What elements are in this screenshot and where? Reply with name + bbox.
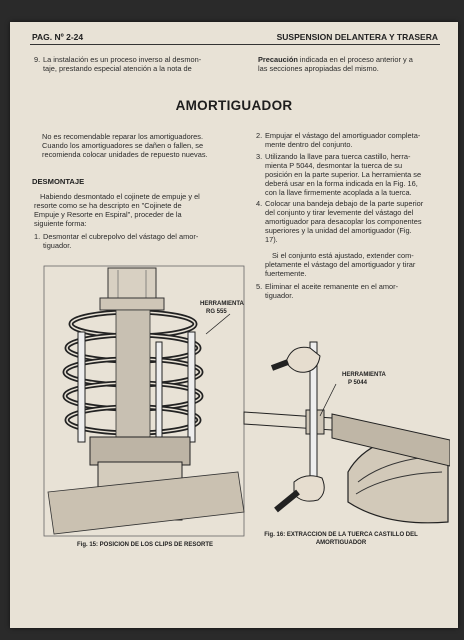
step-4-note-line: fuertemente.: [265, 269, 307, 279]
chapter-title: SUSPENSION DELANTERA Y TRASERA: [276, 32, 438, 42]
step-5-line: tiguador.: [265, 291, 294, 301]
step-1-line-1: Desmontar el cubrepolvo del vástago del amor-: [43, 232, 199, 241]
step-4-line: Colocar una bandeja debajo de la parte superior: [265, 199, 424, 208]
step-5-line: Eliminar el aceite remanente en el amor-: [265, 282, 399, 291]
fig16-tool-code: P 5044: [348, 380, 367, 386]
step-3-number: 3.: [256, 152, 263, 161]
precaution-line-2: las secciones apropiadas del mismo.: [258, 64, 379, 74]
step-3-line: Utilizando la llave para tuerca castillo, herra-: [265, 152, 411, 161]
desmontaje-line: Habiendo desmontado el cojinete de empuje y el: [40, 192, 200, 201]
fig15-caption: Fig. 15: POSICION DE LOS CLIPS DE RESORTE: [76, 542, 214, 548]
step-2-number: 2.: [256, 131, 263, 140]
step-9-line-2: taje, prestando especial atención a la nota de: [43, 64, 192, 74]
step-3: [256, 152, 448, 197]
fig15-spring-clips-illustration: [38, 262, 248, 540]
desmontaje-line: Empuje y Resorte en Espiral", proceder de la: [34, 210, 182, 220]
precaution-label: Precaución: [258, 55, 298, 64]
precaution-line-1: indicada en el proceso anterior y a: [297, 55, 413, 64]
page-number: PAG. Nº 2-24: [32, 32, 84, 42]
step-4-line: 17).: [265, 235, 278, 245]
step-1-line-2: tiguador.: [43, 241, 72, 251]
step-4-note-line: pletamente el vástago del amortiguador y tirar: [265, 260, 416, 270]
step-4-line: del conjunto y tirar levemente del vástago del: [265, 208, 414, 218]
step-1: [34, 232, 244, 250]
step-4-number: 4.: [256, 199, 263, 208]
step-3-line: mienta P 5044, desmontar la tuerca de su: [265, 161, 403, 171]
desmontaje-line: resorte como se ha descripto en "Cojinete de: [34, 201, 182, 211]
intro-line: Cuando los amortiguadores se dañen o fallen, se: [42, 141, 204, 151]
intro-line: No es recomendable reparar los amortiguadores.: [42, 132, 204, 141]
step-9-number: 9.: [34, 55, 41, 64]
step-3-line: posición en la parte superior. La herramienta se: [265, 170, 422, 180]
fig16-tool-label: HERRAMIENTA: [342, 372, 386, 378]
fig15-tool-label: HERRAMIENTA: [200, 301, 244, 307]
step-5-number: 5.: [256, 282, 263, 291]
fig16-caption-line-2: AMORTIGUADOR: [315, 539, 367, 546]
desmontaje-paragraph: [34, 192, 244, 228]
step-5: [256, 282, 448, 300]
desmontaje-heading: DESMONTAJE: [32, 177, 85, 186]
header-rule: [30, 44, 440, 45]
desmontaje-line: siguiente forma:: [34, 219, 87, 229]
step-3-line: deberá usar en la forma indicada en la Fig. 16,: [265, 179, 418, 189]
fig16-caption: [246, 532, 436, 547]
step-4-line: superiores y la unidad del amortiguador (Fig.: [265, 226, 412, 236]
step-4-note-line: Si el conjunto está ajustado, extender com-: [272, 251, 414, 260]
step-2-line: mente dentro del conjunto.: [265, 140, 353, 150]
intro-paragraph: [42, 132, 242, 159]
step-9-line-1: La instalación es un proceso inverso al desmon-: [43, 55, 202, 64]
step-4: [256, 199, 448, 244]
step-9: [34, 55, 234, 73]
manual-page: [10, 22, 458, 628]
step-1-number: 1.: [34, 232, 41, 241]
section-title: AMORTIGUADOR: [175, 98, 293, 113]
precaution-note: [258, 55, 448, 73]
step-4-line: amortiguador para desacoplar los componentes: [265, 217, 422, 227]
fig16-nut-extraction-illustration: [236, 322, 450, 532]
step-4-note: [256, 251, 448, 278]
fig16-caption-line-1: Fig. 16: EXTRACCION DE LA TUERCA CASTILLO DEL: [264, 532, 418, 538]
fig15-tool-code: RG 555: [206, 309, 227, 315]
step-2: [256, 131, 448, 149]
step-2-line: Empujar el vástago del amortiguador completa-: [265, 131, 421, 140]
step-3-line: con la llave firmemente acoplada a la tuerca.: [265, 188, 412, 198]
intro-line: recomienda colocar unidades de repuesto nuevas.: [42, 150, 208, 160]
